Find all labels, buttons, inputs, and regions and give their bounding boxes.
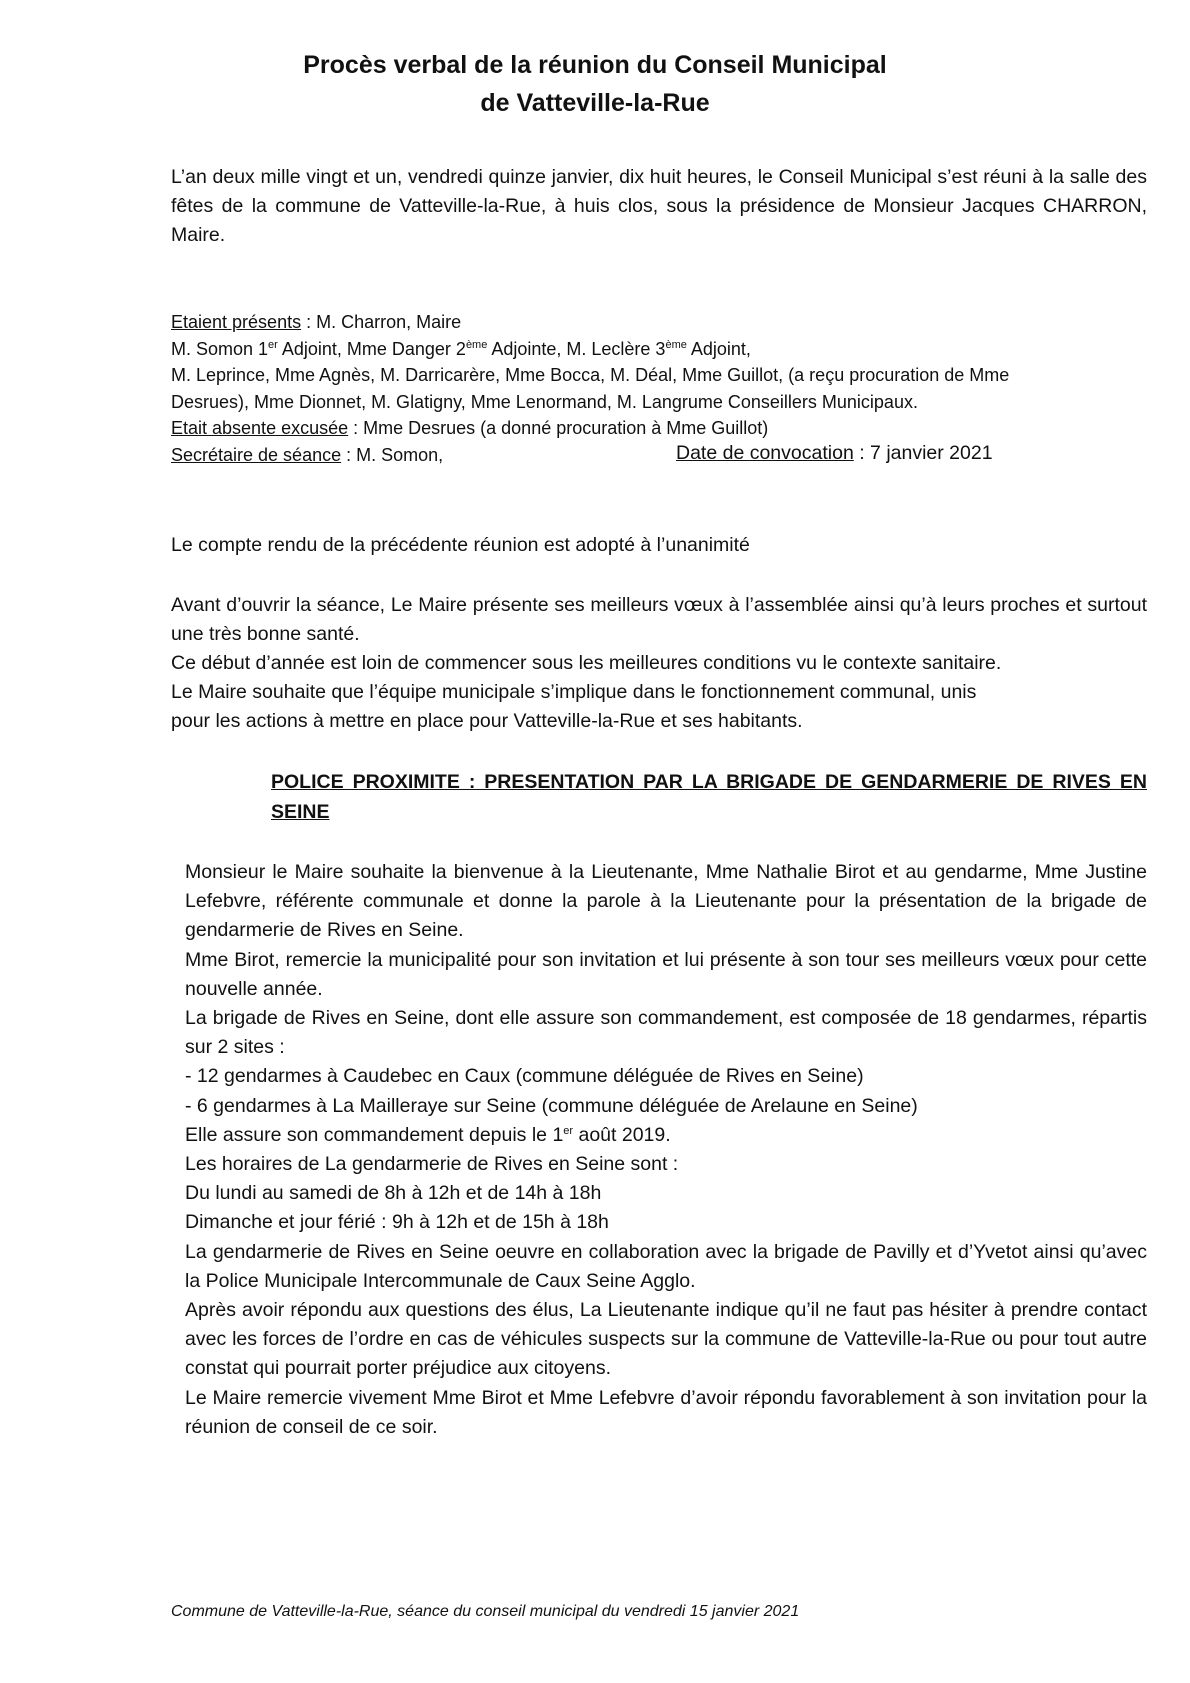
document-title-line1: Procès verbal de la réunion du Conseil Municipal <box>303 51 887 79</box>
body-p5: Après avoir répondu aux questions des élus, La Lieutenante indique qu’il ne faut pas hésiter à prendre contact avec les forces de l’ordre en cas de véhicules suspects sur la commune de Vatteville-la-Rue ou pour tout autre constat qui pourrait porter préjudice aux citoyens. <box>185 1299 1147 1380</box>
body-hours-sunday: Dimanche et jour férié : 9h à 12h et de 15h à 18h <box>185 1211 609 1234</box>
document-title-line2: de Vatteville-la-Rue <box>480 89 710 117</box>
opening-p3b: pour les actions à mettre en place pour Vatteville-la-Rue et ses habitants. <box>171 710 803 732</box>
since-end: août 2019. <box>573 1123 671 1146</box>
section-body <box>185 858 1147 1442</box>
adjoint1-sup: er <box>268 338 278 351</box>
adjoint2-text: Adjoint, Mme Danger 2 <box>277 338 466 359</box>
intro-paragraph: L’an deux mille vingt et un, vendredi quinze janvier, dix huit heures, le Conseil Municipal s’est réuni à la salle des fêtes de la commune de Vatteville-la-Rue, à huis clos, sous la présidence de Monsieur Jacques CHARRON, Maire. <box>171 166 1147 246</box>
body-since <box>185 1121 1147 1150</box>
secretary-value: : M. Somon, <box>341 444 444 465</box>
body-p6: Le Maire remercie vivement Mme Birot et Mme Lefebvre d’avoir répondu favorablement à son invitation pour la réunion de conseil de ce soir. <box>185 1386 1147 1438</box>
body-p1: Monsieur le Maire souhaite la bienvenue à la Lieutenante, Mme Nathalie Birot et au gendarme, Mme Justine Lefebvre, référente communale et donne la parole à la Lieutenante pour la présentation de la brigade de gendarmerie de Rives en Seine. <box>185 861 1147 942</box>
attendance-block <box>171 309 1147 468</box>
since-text: Elle assure son commandement depuis le 1 <box>185 1123 564 1146</box>
present-label: Etaient présents <box>171 312 302 332</box>
secretary-label: Secrétaire de séance <box>171 444 342 465</box>
opening-remarks <box>171 591 1147 736</box>
page-footer: Commune de Vatteville-la-Rue, séance du conseil municipal du vendredi 15 janvier 2021 <box>171 1603 800 1620</box>
absent-label: Etait absente excusée <box>171 418 349 438</box>
opening-p2: Ce début d’année est loin de commencer sous les meilleures conditions vu le contexte sanitaire. <box>171 652 1002 674</box>
section-heading: POLICE PROXIMITE : PRESENTATION PAR LA BRIGADE DE GENDARMERIE DE RIVES EN SEINE <box>271 771 1147 823</box>
body-p3: La brigade de Rives en Seine, dont elle assure son commandement, est composée de 18 gendarmes, répartis sur 2 sites : <box>185 1007 1147 1059</box>
body-site1: - 12 gendarmes à Caudebec en Caux (commune déléguée de Rives en Seine) <box>185 1065 864 1088</box>
present-line <box>171 309 1147 336</box>
body-hours-week: Du lundi au samedi de 8h à 12h et de 14h à 18h <box>185 1182 602 1205</box>
body-hours-intro: Les horaires de La gendarmerie de Rives en Seine sont : <box>185 1153 679 1176</box>
secretary-line <box>171 442 1147 469</box>
present-value: : M. Charron, Maire <box>301 312 462 332</box>
adjoint3-end: Adjoint, <box>686 338 751 359</box>
since-sup: er <box>563 1124 574 1137</box>
opening-p3a: Le Maire souhaite que l’équipe municipale s’implique dans le fonctionnement communal, unis <box>171 681 977 703</box>
convocation-label: Date de convocation <box>676 441 854 464</box>
adjoint3-sup: ème <box>665 338 687 351</box>
adoption-statement: Le compte rendu de la précédente réunion est adopté à l’unanimité <box>171 534 750 556</box>
absent-line <box>171 415 1147 442</box>
adjoints-line <box>171 336 1147 363</box>
absent-value: : Mme Desrues (a donné procuration à Mme Guillot) <box>348 418 769 438</box>
opening-p1: Avant d’ouvrir la séance, Le Maire présente ses meilleurs vœux à l’assemblée ainsi qu’à leurs proches et surtout une très bonne santé. <box>171 594 1147 645</box>
councillors-line2: Desrues), Mme Dionnet, M. Glatigny, Mme Lenormand, M. Langrume Conseillers Municipaux. <box>171 391 918 412</box>
body-p4: La gendarmerie de Rives en Seine oeuvre en collaboration avec la brigade de Pavilly et d’Yvetot ainsi qu’avec la Police Municipale Intercommunale de Caux Seine Agglo. <box>185 1240 1147 1292</box>
adjoint2-sup: ème <box>465 338 488 351</box>
adjoint3-text: Adjointe, M. Leclère 3 <box>487 338 666 359</box>
adjoint1-text: M. Somon 1 <box>171 338 269 359</box>
body-site2: - 6 gendarmes à La Mailleraye sur Seine (commune déléguée de Arelaune en Seine) <box>185 1094 918 1117</box>
body-p2: Mme Birot, remercie la municipalité pour son invitation et lui présente à son tour ses meilleurs vœux pour cette nouvelle année. <box>185 948 1147 1000</box>
convocation-date <box>676 440 993 467</box>
councillors-line1: M. Leprince, Mme Agnès, M. Darricarère, Mme Bocca, M. Déal, Mme Guillot, (a reçu procuration de Mme <box>171 365 1010 385</box>
convocation-value: : 7 janvier 2021 <box>853 441 993 464</box>
